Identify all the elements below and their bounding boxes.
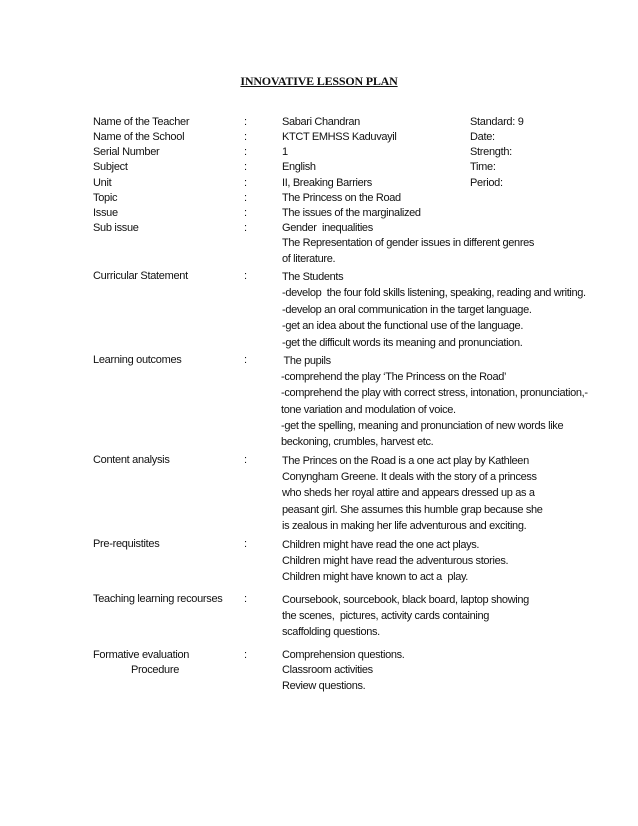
colon: : [244,116,248,128]
colon: : [244,354,248,366]
section-label: Learning outcomes [93,354,182,366]
content-line: tone variation and modulation of voice. [281,403,456,416]
content-line: -get an idea about the functional use of the language. [282,320,524,333]
subissue-line: Gender inequalities [282,222,373,234]
section-content [282,269,617,351]
content-line: -get the spelling, meaning and pronunciation of new words like [281,419,564,432]
colon: : [244,192,248,204]
field-value: KTCT EMHSS Kaduvayil [282,131,397,143]
content-line: Comprehension questions. [282,649,405,661]
content-line: who sheds her royal attire and appears dressed up as a [282,487,535,500]
colon: : [244,270,248,282]
colon: : [244,454,248,466]
colon: : [244,222,248,234]
colon: : [244,177,248,189]
colon: : [244,207,248,219]
page-title: INNOVATIVE LESSON PLAN [240,74,398,88]
content-line: Children might have known to act a play. [282,571,468,584]
content-line: -comprehend the play with correct stress, intonation, pronunciation,- [281,387,588,400]
content-line: The Students [282,271,344,283]
field-label: Issue [93,207,118,219]
content-line: peasant girl. She assumes this humble grap because she [282,503,543,516]
colon: : [244,593,248,605]
field-value: II, Breaking Barriers [282,177,372,189]
section-content [282,592,617,641]
subissue-line: The Representation of gender issues in different genres [282,237,535,250]
field-value: 1 [282,146,288,158]
content-line: Conyngham Greene. It deals with the story of a princess [282,471,537,484]
section-label-main: Formative evaluation [93,649,190,661]
colon: : [244,131,248,143]
period-field: Period: [470,177,503,189]
field-label: Topic [93,192,118,204]
section-label [93,648,243,679]
content-line: is zealous in making her life adventurous and exciting. [282,519,527,532]
content-line: scaffolding questions. [282,626,380,639]
standard-field: Standard: 9 [470,116,524,128]
content-line: The Princes on the Road is a one act play by Kathleen [282,455,529,467]
content-line: beckoning, crumbles, harvest etc. [281,436,434,449]
content-line: -develop the four fold skills listening, speaking, reading and writing. [282,287,586,300]
colon: : [244,538,248,550]
subissue-line: of literature. [282,252,336,265]
content-line: -get the difficult words its meaning and pronunciation. [282,336,523,349]
content-line: Review questions. [282,679,366,692]
section-content [282,537,617,586]
content-line: Classroom activities [282,664,373,677]
section-label-sub: Procedure [131,664,180,677]
section-content [282,453,617,534]
content-line: Children might have read the one act plays. [282,539,480,551]
section-label: Teaching learning recourses [93,593,223,605]
content-line: The pupils [281,355,331,367]
field-label: Unit [93,177,112,189]
content-line: the scenes, pictures, activity cards containing [282,610,489,623]
field-label: Subject [93,161,128,173]
content-line: Children might have read the adventurous stories. [282,555,509,568]
section-content [281,353,616,450]
section-label: Pre-requistites [93,538,160,550]
colon: : [244,649,248,661]
section-label: Curricular Statement [93,270,188,282]
field-label: Name of the School [93,131,185,143]
colon: : [244,161,248,173]
content-line: -comprehend the play ‘The Princess on the Road’ [281,371,507,384]
field-value: The issues of the marginalized [282,207,421,219]
time-field: Time: [470,161,496,173]
field-label: Serial Number [93,146,160,158]
section-label: Content analysis [93,454,170,466]
strength-field: Strength: [470,146,512,158]
content-line: -develop an oral communication in the target language. [282,303,532,316]
section-content [282,648,617,694]
field-label: Sub issue [93,222,139,234]
field-value: The Princess on the Road [282,192,401,204]
colon: : [244,146,248,158]
field-value: English [282,161,316,173]
field-label: Name of the Teacher [93,116,190,128]
field-value: Sabari Chandran [282,116,360,128]
content-line: Coursebook, sourcebook, black board, laptop showing [282,594,529,606]
date-field: Date: [470,131,495,143]
field-value [282,221,617,267]
